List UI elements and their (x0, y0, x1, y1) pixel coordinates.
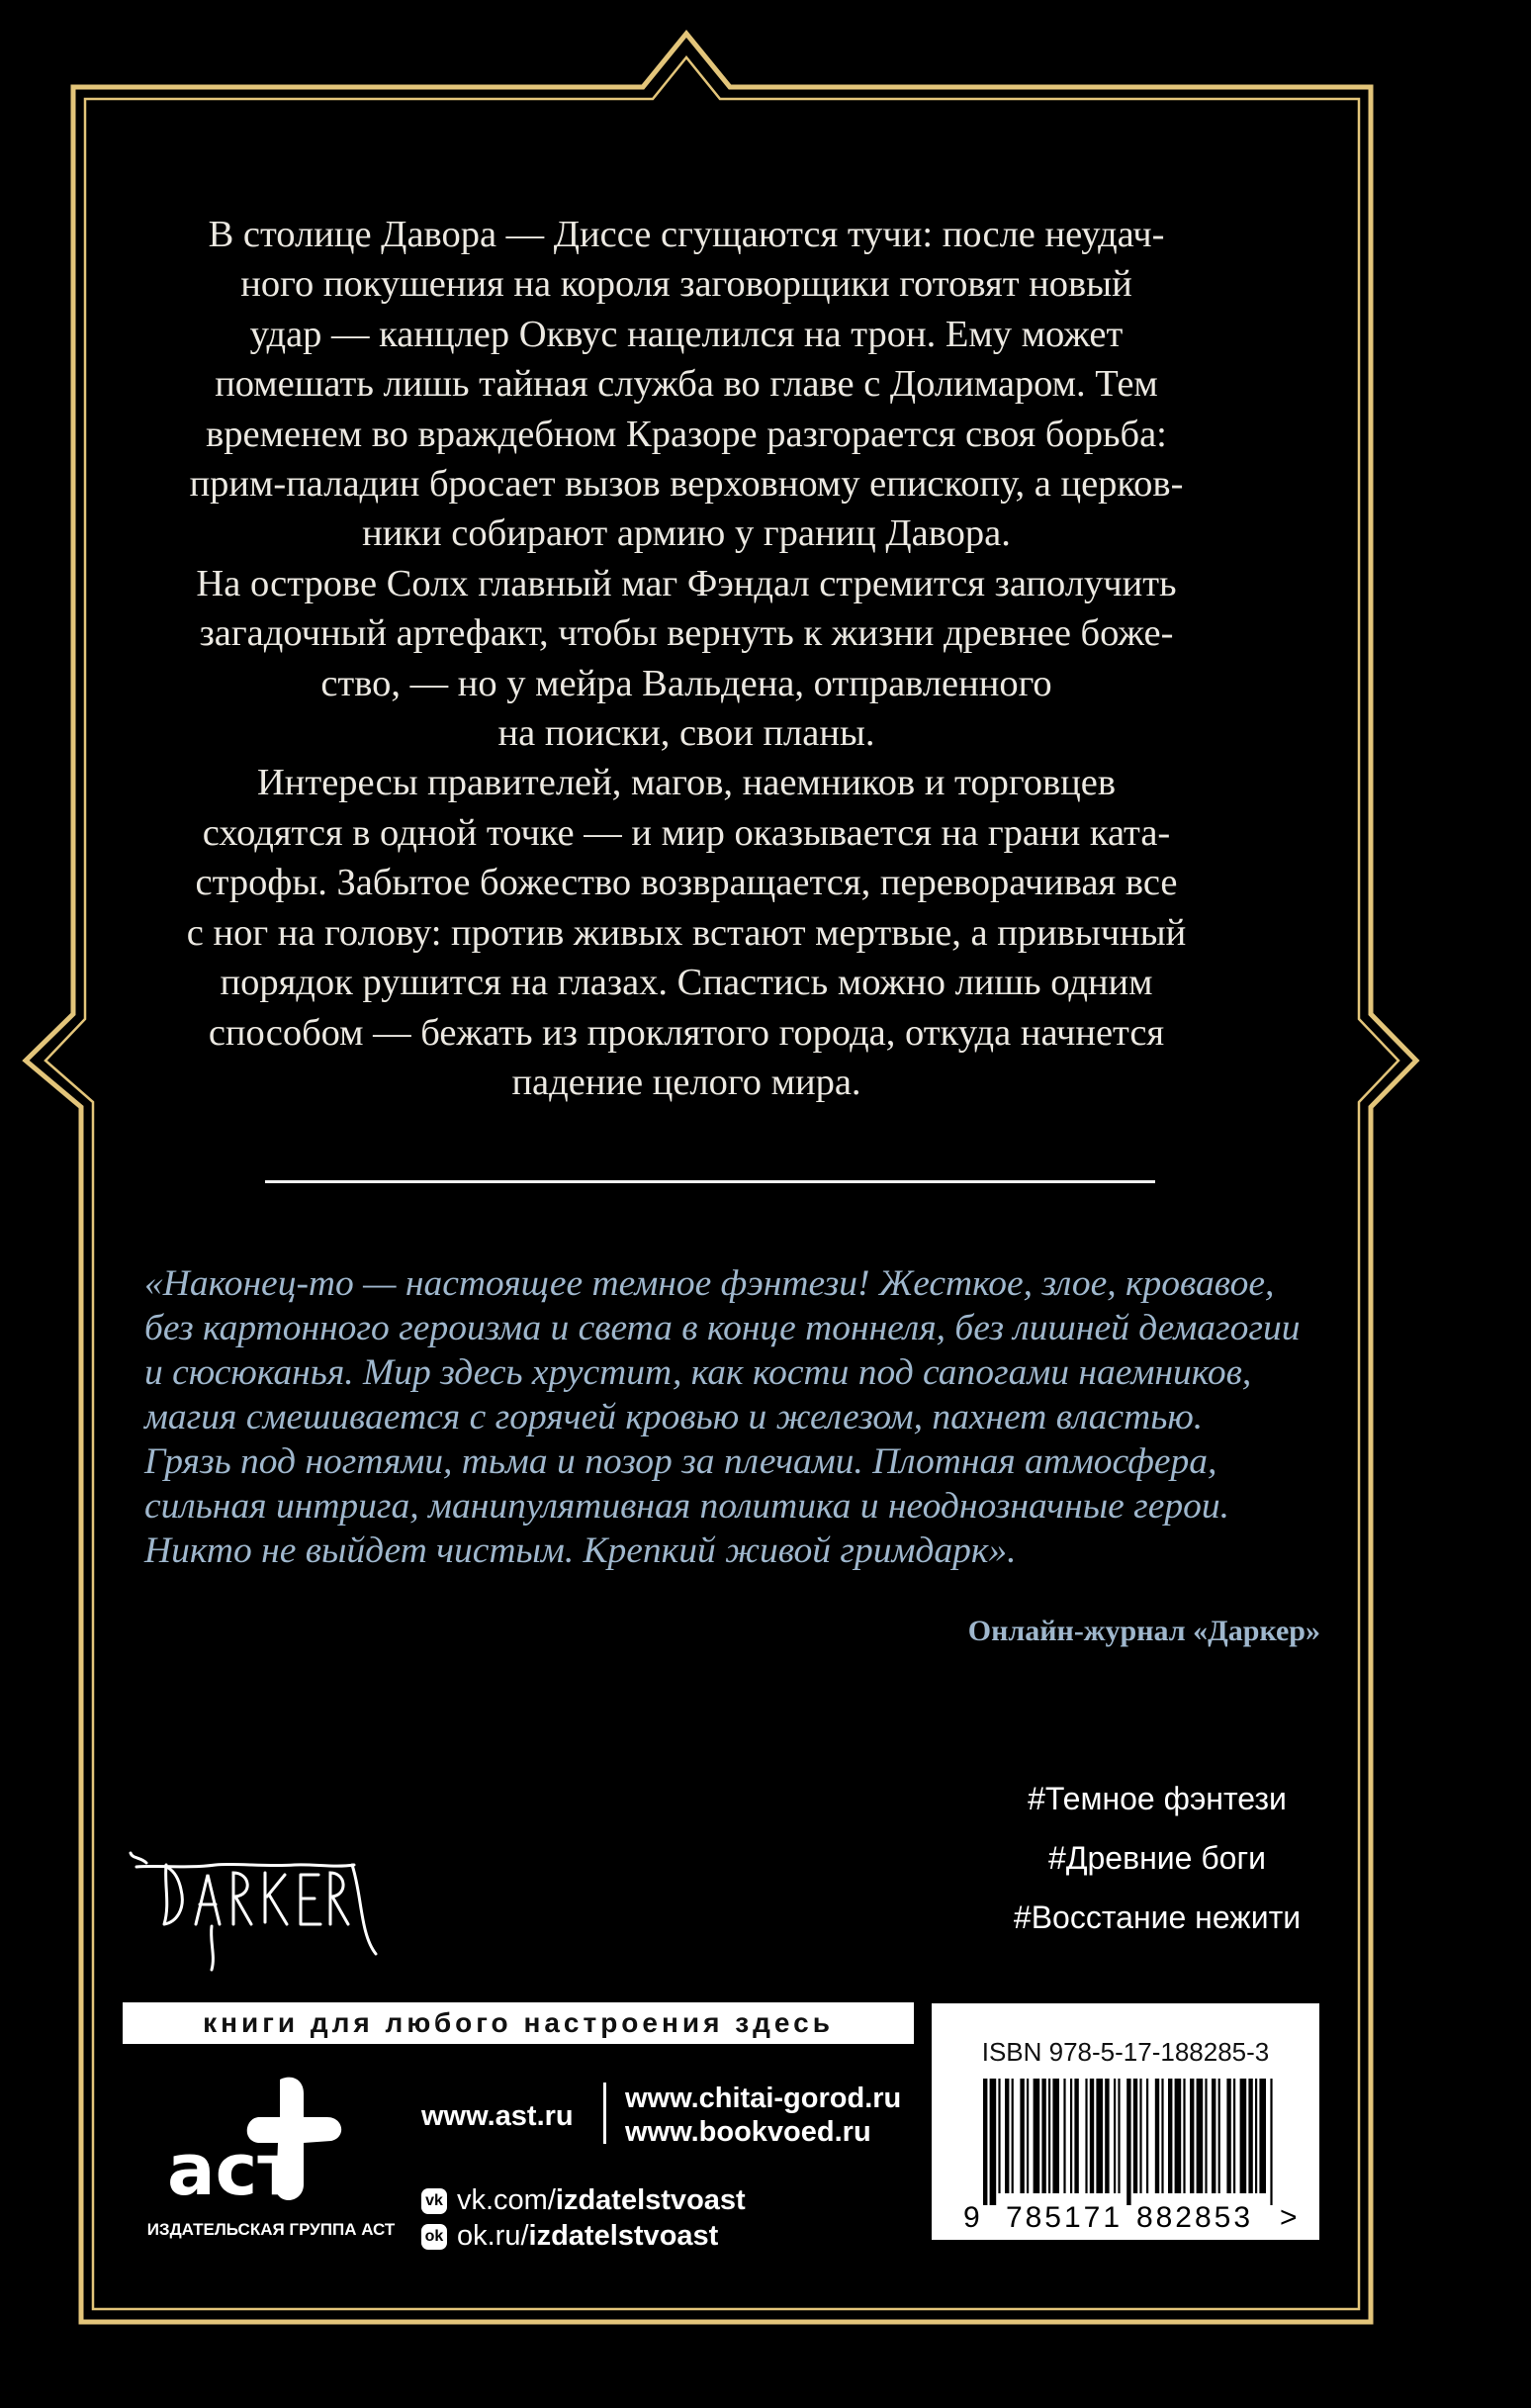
bookvoed-link[interactable]: www.bookvoed.ru (625, 2116, 871, 2148)
isbn-label: ISBN 978-5-17-188285-3 (981, 2037, 1270, 2067)
barcode-left-digits: 785171 (1005, 2201, 1124, 2231)
barcode-bar (1114, 2079, 1116, 2193)
barcode-bar (1090, 2079, 1094, 2193)
barcode-bar (1027, 2079, 1029, 2193)
chitai-gorod-link[interactable]: www.chitai-gorod.ru (625, 2083, 902, 2114)
barcode-bar (1255, 2079, 1257, 2193)
divider (265, 1180, 1155, 1183)
barcode-bar (983, 2079, 987, 2205)
barcode-bar (1139, 2079, 1141, 2193)
barcode-bar (1105, 2079, 1109, 2193)
slogan-bar: книги для любого настроения здесь (123, 2002, 914, 2044)
ok-handle: izdatelstvoast (528, 2220, 719, 2252)
barcode-bar (998, 2079, 1000, 2193)
imprint-name: ИЗДАТЕЛЬСКАЯ ГРУППА АСТ (146, 2220, 396, 2239)
text-line: строфы. Забытое божество возвращается, переворачивая все (195, 862, 1178, 904)
barcode-bar (1020, 2079, 1024, 2193)
text-line: «Наконец-то — настоящее темное фэнтези! Жесткое, злое, кровавое, (144, 1263, 1275, 1304)
barcode-first-digit: 9 (963, 2201, 980, 2231)
genre-tag: #Древние боги (1048, 1840, 1266, 1876)
text-line: ники собирают армию у границ Давора. (362, 512, 1011, 555)
review-quote (144, 1261, 1331, 1573)
text-line: Никто не выйдет чистым. Крепкий живой гримдарк». (144, 1530, 1017, 1571)
text-line: ного покушения на короля заговорщики готовят новый (240, 263, 1132, 306)
svg-text:аст: аст (167, 2128, 299, 2211)
separator (603, 2083, 606, 2144)
blurb (138, 210, 1234, 1107)
barcode-bar (990, 2079, 997, 2205)
barcode-bar (1012, 2079, 1014, 2193)
barcode-right-digits: 882853 (1135, 2201, 1254, 2231)
text-line: сходятся в одной точке — и мир оказывается на грани ката- (202, 811, 1171, 854)
vk-prefix: vk.com/ (457, 2184, 556, 2216)
barcode-bar (1197, 2079, 1204, 2193)
barcode-bar (1248, 2079, 1252, 2193)
text-line: магия смешивается с горячей кровью и железом, пахнет властью. (144, 1397, 1204, 1437)
text-line: На острове Солх главный маг Фэндал стремится заполучить (196, 562, 1177, 604)
barcode-bar (1155, 2079, 1159, 2193)
ok-link[interactable] (421, 2220, 718, 2253)
text-line: и сюсюканья. Мир здесь хрустит, как кости под сапогами наемников, (144, 1352, 1252, 1393)
barcode-bar (1074, 2079, 1078, 2193)
text-line: ство, — но у мейра Вальдена, отправленного (320, 662, 1052, 704)
vk-icon: vk (421, 2188, 447, 2214)
barcode-bar (1034, 2079, 1040, 2193)
barcode-bar (1175, 2079, 1182, 2193)
barcode-bar (1205, 2079, 1207, 2193)
barcode-quiet-mark: > (1280, 2201, 1298, 2231)
text-line: на поиски, свои планы. (497, 712, 875, 755)
barcode-bar (1126, 2079, 1130, 2205)
barcode-bar (1259, 2079, 1266, 2193)
barcode-bar (1161, 2079, 1163, 2193)
text-line: прим-паладин бросает вызов верховному епископу, а церков- (189, 463, 1184, 506)
barcode-bar (1048, 2079, 1050, 2193)
barcode-bar (1226, 2079, 1230, 2193)
barcode-bar (1190, 2079, 1194, 2193)
barcode-bar (1146, 2079, 1148, 2193)
barcode-bar (1133, 2079, 1137, 2193)
barcode-bar (1240, 2079, 1247, 2193)
barcode-bar (1118, 2079, 1120, 2193)
text-line: сильная интрига, манипулятивная политика и неоднозначные герои. (144, 1486, 1230, 1527)
text-line: Интересы правителей, магов, наемников и торговцев (256, 762, 1117, 804)
text-line: В столице Давора — Диссе сгущаются тучи: после неудач- (208, 214, 1165, 255)
genre-tag: #Темное фэнтези (1028, 1781, 1287, 1816)
odnoklassniki-icon: ok (421, 2224, 447, 2250)
barcode-bar (1052, 2079, 1059, 2193)
text-line: способом — бежать из проклятого города, откуда начнется (208, 1011, 1165, 1054)
text-line: порядок рушится на глазах. Спастись можно лишь одним (220, 962, 1153, 1004)
barcode-bar (1183, 2079, 1185, 2193)
barcode-bar (1218, 2079, 1220, 2193)
text-line: временем во враждебном Кразоре разгорается своя борьба: (206, 413, 1167, 455)
barcode-bar (1233, 2079, 1235, 2193)
barcode-bar (1168, 2079, 1172, 2193)
barcode-bar (1063, 2079, 1065, 2193)
ast-logo (153, 2068, 366, 2221)
text-line: удар — канцлер Оквус нацелился на трон. Ему может (249, 313, 1124, 355)
barcode-bar (1005, 2079, 1009, 2193)
vk-handle: izdatelstvoast (555, 2184, 746, 2216)
text-line: Грязь под ногтями, тьма и позор за плечами. Плотная атмосфера, (144, 1441, 1217, 1482)
barcode-bar (1070, 2079, 1072, 2193)
text-line: падение целого мира. (511, 1061, 861, 1103)
ast-site-link[interactable]: www.ast.ru (421, 2100, 574, 2132)
ok-prefix: ok.ru/ (457, 2220, 529, 2252)
barcode-bar (1270, 2079, 1272, 2205)
text-line: без картонного героизма и света в конце тоннеля, без лишней демагогии (144, 1308, 1301, 1348)
barcode-bar (1085, 2079, 1087, 2193)
barcode-box (932, 2003, 1319, 2240)
text-line: загадочный артефакт, чтобы вернуть к жизни древнее боже- (199, 612, 1174, 655)
text-line: помешать лишь тайная служба во главе с Долимаром. Тем (215, 363, 1158, 406)
barcode (961, 2079, 1298, 2231)
vk-link[interactable] (421, 2184, 746, 2217)
barcode-bar (1212, 2079, 1216, 2193)
barcode-bar (1041, 2079, 1045, 2193)
darker-logo (127, 1835, 384, 1974)
text-line: с ног на голову: против живых встают мертвые, а привычный (186, 911, 1187, 954)
review-source: Онлайн-журнал «Даркер» (967, 1615, 1320, 1647)
genre-tag: #Восстание нежити (1013, 1899, 1302, 1935)
barcode-bar (1096, 2079, 1103, 2193)
